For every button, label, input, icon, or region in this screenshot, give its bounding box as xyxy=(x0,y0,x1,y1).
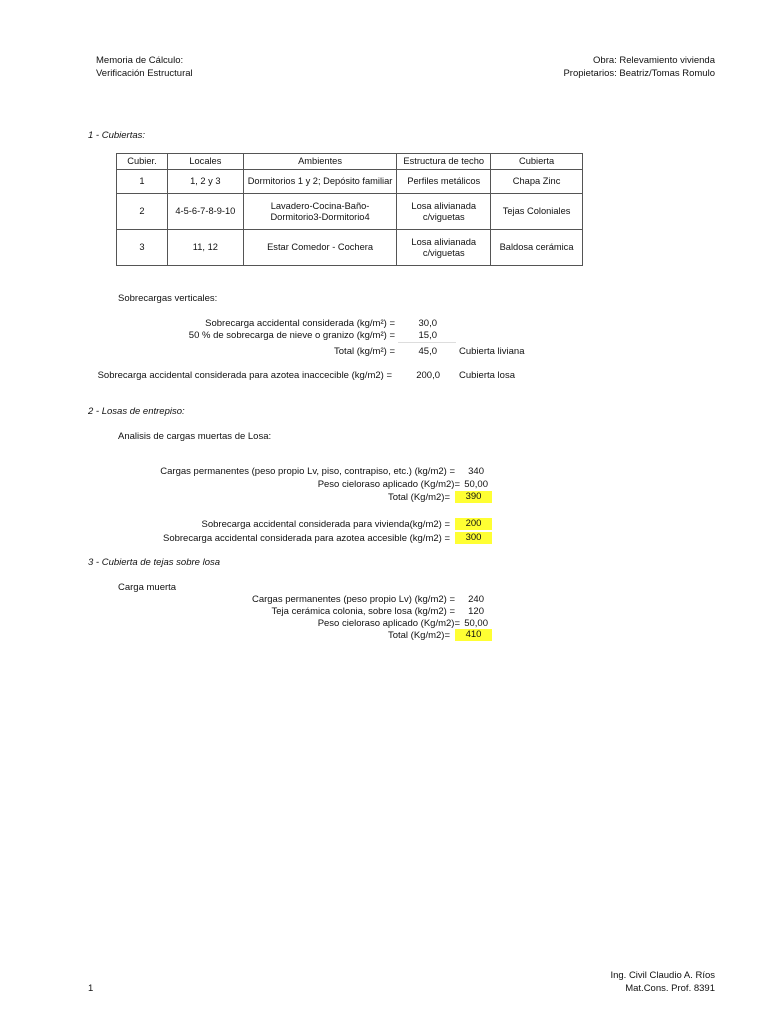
load-label: Teja cerámica colonia, sobre losa (kg/m2) = xyxy=(271,606,455,617)
section-2-title: 2 - Losas de entrepiso: xyxy=(88,406,185,417)
load-value: 340 xyxy=(468,466,484,477)
table-cell: 1 xyxy=(117,170,168,194)
load-value: 50,00 xyxy=(464,618,488,629)
header-obra: Obra: Relevamiento vivienda xyxy=(593,55,715,66)
table-cell: Baldosa cerámica xyxy=(491,230,583,266)
table-cell: Perfiles metálicos xyxy=(397,170,491,194)
load-value: 200,0 xyxy=(416,370,440,381)
table-row xyxy=(117,194,583,230)
load-note: Cubierta liviana xyxy=(459,346,525,357)
table-cell: 11, 12 xyxy=(167,230,243,266)
table-header-row xyxy=(117,154,583,170)
col-header: Ambientes xyxy=(243,154,397,170)
highlighted-total: 390 xyxy=(455,491,492,503)
table-cell: Losa alivianada c/viguetas xyxy=(397,194,491,230)
table-cell: Dormitorios 1 y 2; Depósito familiar xyxy=(243,170,397,194)
total-separator xyxy=(398,342,456,343)
load-label: Peso cieloraso aplicado (Kg/m2)= xyxy=(317,618,460,629)
load-label: Total (kg/m²) = xyxy=(334,346,395,357)
load-label: Cargas permanentes (peso propio Lv) (kg/m2) = xyxy=(251,594,455,605)
highlighted-total: 410 xyxy=(455,629,492,641)
load-label: Total (Kg/m2)= xyxy=(387,630,450,641)
load-value: 30,0 xyxy=(418,318,437,329)
section-1-title: 1 - Cubiertas: xyxy=(88,130,146,141)
table-cell: 4-5-6-7-8-9-10 xyxy=(167,194,243,230)
table-cell: Estar Comedor - Cochera xyxy=(243,230,397,266)
load-value: 120 xyxy=(468,606,484,617)
highlighted-value: 200 xyxy=(455,518,492,530)
table-cell: Losa alivianada c/viguetas xyxy=(397,230,491,266)
load-label: Sobrecarga accidental considerada (kg/m²) = xyxy=(205,318,395,329)
losa-heading: Analisis de cargas muertas de Losa: xyxy=(118,431,272,442)
load-value: 50,00 xyxy=(464,479,488,490)
page-number: 1 xyxy=(88,983,94,994)
load-label: 50 % de sobrecarga de nieve o granizo (kg/m²) = xyxy=(188,330,395,341)
col-header: Cubier. xyxy=(117,154,168,170)
col-header: Locales xyxy=(167,154,243,170)
load-value: 240 xyxy=(468,594,484,605)
table-cell: 2 xyxy=(117,194,168,230)
load-label: Cargas permanentes (peso propio Lv, piso, contrapiso, etc.) (kg/m2) = xyxy=(160,466,455,477)
col-header: Estructura de techo xyxy=(397,154,491,170)
table-cell: Chapa Zinc xyxy=(491,170,583,194)
load-value: 15,0 xyxy=(418,330,437,341)
table-cell: Lavadero-Cocina-Baño-Dormitorio3-Dormitorio4 xyxy=(243,194,397,230)
table-cell: Tejas Coloniales xyxy=(491,194,583,230)
header-subtitle: Verificación Estructural xyxy=(96,68,193,79)
load-value: 45,0 xyxy=(418,346,437,357)
load-label: Sobrecarga accidental considerada para azotea accesible (kg/m2) = xyxy=(162,533,450,544)
load-label: Sobrecarga accidental considerada para vivienda(kg/m2) = xyxy=(201,519,450,530)
cubiertas-table xyxy=(116,153,583,266)
table-cell: 1, 2 y 3 xyxy=(167,170,243,194)
table-row xyxy=(117,170,583,194)
signature-name: Ing. Civil Claudio A. Ríos xyxy=(610,970,715,981)
signature-matricula: Mat.Cons. Prof. 8391 xyxy=(625,983,715,994)
highlighted-value: 300 xyxy=(455,532,492,544)
table-row xyxy=(117,230,583,266)
carga-muerta-heading: Carga muerta xyxy=(118,582,177,593)
section-3-title: 3 - Cubierta de tejas sobre losa xyxy=(88,557,221,568)
load-label: Sobrecarga accidental considerada para azotea inaccecible (kg/m2) = xyxy=(97,370,392,381)
load-label: Peso cieloraso aplicado (Kg/m2)= xyxy=(317,479,460,490)
sobrecargas-heading: Sobrecargas verticales: xyxy=(118,293,218,304)
table-cell: 3 xyxy=(117,230,168,266)
load-label: Total (Kg/m2)= xyxy=(387,492,450,503)
col-header: Cubierta xyxy=(491,154,583,170)
header-title: Memoria de Cálculo: xyxy=(96,55,184,66)
header-propietarios: Propietarios: Beatriz/Tomas Romulo xyxy=(563,68,715,79)
load-note: Cubierta losa xyxy=(459,370,515,381)
